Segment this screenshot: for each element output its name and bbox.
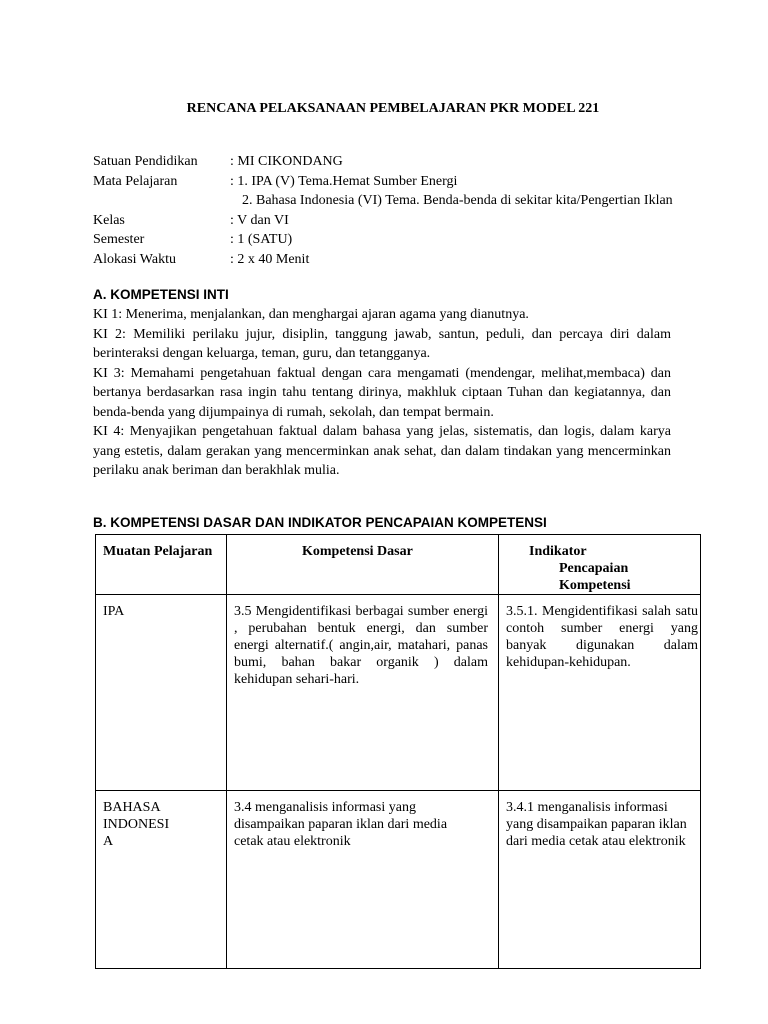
section-b-heading: B. KOMPETENSI DASAR DAN INDIKATOR PENCAPAIAN KOMPETENSI	[93, 515, 547, 530]
header-indikator-line: Kompetensi	[559, 578, 631, 593]
info-value: : 1. IPA (V) Tema.Hemat Sumber Energi	[230, 173, 458, 189]
table-row	[96, 791, 701, 969]
section-a-heading: A. KOMPETENSI INTI	[93, 287, 229, 302]
cell-indikator: 3.5.1. Mengidentifikasi salah satu contoh sumber energi yang banyak digunakan dalam kehidupan-kehidupan.	[499, 595, 701, 791]
info-label: Satuan Pendidikan	[93, 154, 198, 169]
info-label: Alokasi Waktu	[93, 251, 176, 267]
info-label: Mata Pelajaran	[93, 173, 178, 189]
identity-block	[93, 152, 753, 269]
info-value: : MI CIKONDANG	[230, 154, 343, 169]
info-label: Kelas	[93, 212, 125, 228]
info-value: : V dan VI	[230, 212, 289, 228]
table-row	[96, 595, 701, 791]
info-row-semester	[93, 230, 753, 250]
info-row-alokasi	[93, 250, 753, 270]
cell-muatan-line: BAHASA	[103, 800, 161, 815]
kompetensi-dasar-table	[95, 534, 701, 969]
cell-muatan: IPA	[96, 595, 227, 791]
ki-1: KI 1: Menerima, menjalankan, dan menghargai ajaran agama yang dianutnya.	[93, 307, 529, 322]
page-title: RENCANA PELAKSANAAN PEMBELAJARAN PKR MODEL 221	[186, 101, 600, 116]
cell-kompetensi-dasar: 3.4 menganalisis informasi yang disampaikan paparan iklan dari media cetak atau elektronik	[227, 791, 499, 969]
info-label: Semester	[93, 232, 145, 247]
ki-2: KI 2: Memiliki perilaku jujur, disiplin, tanggung jawab, santun, peduli, dan percaya diri dalam berinteraksi dengan keluarga, teman, guru, dan tetangganya.	[93, 326, 671, 361]
cell-muatan-line: A	[103, 834, 114, 849]
kompetensi-inti-list	[93, 305, 671, 481]
info-value: : 2 x 40 Menit	[230, 251, 310, 267]
header-indikator-line: Pencapaian	[559, 561, 629, 576]
ki-3: KI 3: Memahami pengetahuan faktual dengan cara mengamati (mendengar, melihat,membaca) dan bertanya berdasarkan rasa ingin tahu tentang dirinya, makhluk ciptaan Tuhan dan kegiatannya, dan benda-benda yang dijumpainya di rumah, sekolah, dan tempat bermain.	[93, 365, 671, 420]
info-value: : 1 (SATU)	[230, 232, 293, 247]
cell-kompetensi-dasar: 3.5 Mengidentifikasi berbagai sumber energi , perubahan bentuk energi, dan sumber energi alternatif.( angin,air, matahari, panas bumi, bahan bakar organik ) dalam kehidupan sehari-hari.	[227, 595, 499, 791]
info-row-mapel	[93, 172, 753, 192]
header-indikator	[499, 535, 701, 595]
header-kompetensi-dasar: Kompetensi Dasar	[227, 535, 499, 595]
cell-muatan-line: INDONESI	[103, 817, 170, 832]
table-header-row	[96, 535, 701, 595]
cell-indikator: 3.4.1 menganalisis informasi yang disampaikan paparan iklan dari media cetak atau elektronik	[499, 791, 701, 969]
cell-muatan	[96, 791, 227, 969]
header-muatan: Muatan Pelajaran	[96, 535, 227, 595]
info-row-satuan	[93, 152, 753, 172]
info-value-continued: 2. Bahasa Indonesia (VI) Tema. Benda-benda di sekitar kita/Pengertian Iklan	[242, 193, 673, 208]
info-row-kelas	[93, 211, 753, 231]
header-indikator-line: Indikator	[529, 544, 587, 559]
ki-4: KI 4: Menyajikan pengetahuan faktual dalam bahasa yang jelas, sistematis, dan logis, dalam karya yang estetis, dalam gerakan yang mencerminkan anak sehat, dan dalam tindakan yang mencerminkan perilaku anak beriman dan berakhlak mulia.	[93, 424, 671, 478]
